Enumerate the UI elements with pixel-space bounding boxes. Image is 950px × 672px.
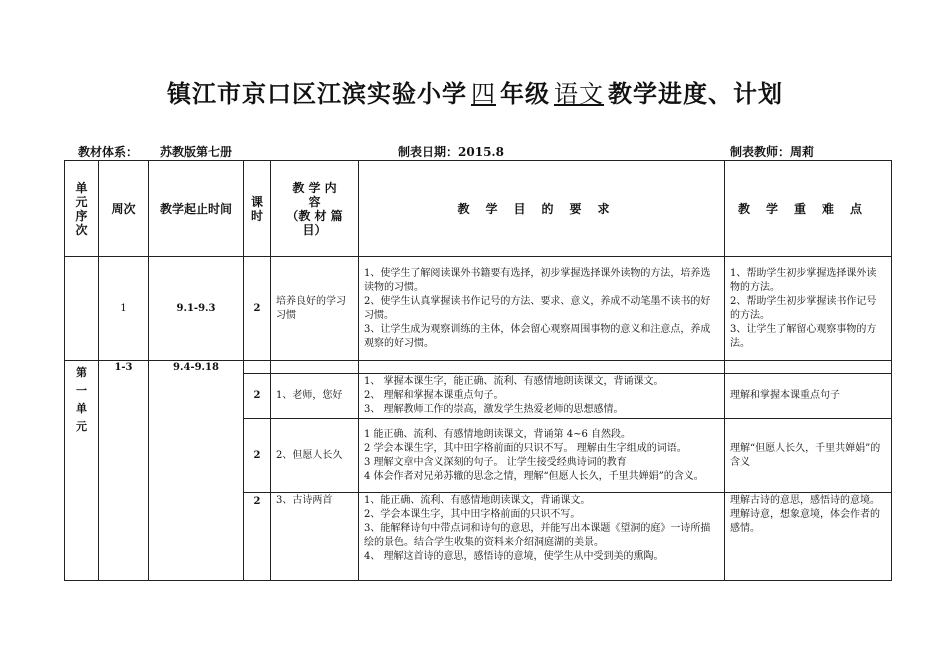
col-goals: 教学目的要求 — [359, 161, 725, 257]
week-cell: 1 — [99, 257, 149, 361]
unit-label: 第 一 单 元 — [65, 361, 99, 581]
hours-cell: 2 — [244, 419, 271, 493]
grade-field: 四 — [471, 80, 496, 108]
unit-period: 9.4-9.18 — [149, 361, 244, 581]
goals-cell: 1、 掌握本课生字，能正确、流利、有感情地朗读课文，背诵课文。 2、 理解和掌握本课重点句子。 3、 理解教师工作的崇高，激发学生热爱老师的思想感情。 — [359, 374, 725, 419]
content-cell: 3、古诗两首 — [271, 493, 359, 581]
content-cell: 2、但愿人长久 — [271, 419, 359, 493]
goals-cell: 1 能正确、流利、有感情地朗读课文，背诵第 4~6 自然段。 2 学会本课生字，其中田字格前面的只识不写。 理解由生字组成的词语。 3 理解文章中含义深刻的句子。 让学生接受经典诗词的教育 4 体会作者对兄弟苏辙的思念之情，理解“但愿人长久，千里共婵娟”的含义。 — [359, 419, 725, 493]
difficulties-cell: 理解“但愿人长久，千里共婵娟”的含义 — [725, 419, 892, 493]
unit-week: 1-3 — [99, 361, 149, 581]
goals-cell: 1、能正确、流利、有感情地朗读课文，背诵课文。 2、学会本课生字，其中田字格前面的只识不写。 3、能解释诗句中带点词和诗句的意思，并能写出本课题《望洞的庭》一诗所描绘的景色。结合学生收集的资料来介绍洞庭湖的美景。 4、 理解这首诗的意思，感悟诗的意境，使学生从中受到美的熏陶。 — [359, 493, 725, 581]
col-week: 周次 — [99, 161, 149, 257]
hours-cell: 2 — [244, 493, 271, 581]
date-made: 制表日期：2015.8 — [398, 145, 504, 159]
hours-cell: 2 — [244, 257, 271, 361]
goals-cell: 1、使学生了解阅读课外书籍要有选择，初步掌握选择课外读物的方法，培养选读物的习惯。 2、使学生认真掌握读书作记号的方法、要求、意义，养成不动笔墨不读书的好习惯。 3、让学生成为观察训练的主体，体会留心观察周围事物的意义和注意点，养成观察的好习惯。 — [359, 257, 725, 361]
textbook-system: 教材体系： 苏教版第七册 — [78, 145, 233, 159]
difficulties-cell: 1、帮助学生初步掌握选择课外读物的方法。 2、帮助学生初步掌握读书作记号的方法。 3、让学生了解留心观察事物的方法。 — [725, 257, 892, 361]
table-row — [65, 257, 892, 361]
col-hours: 课 时 — [244, 161, 271, 257]
page-title: 镇江市京口区江滨实验小学 四 年级 语文 教学进度、计划 — [167, 80, 783, 108]
difficulties-cell: 理解和掌握本课重点句子 — [725, 374, 892, 419]
teacher: 制表教师：周莉 — [730, 145, 815, 159]
col-unit: 单 元 序 次 — [65, 161, 99, 257]
content-cell: 1、老师，您好 — [271, 374, 359, 419]
content-cell: 培养良好的学习习惯 — [271, 257, 359, 361]
difficulties-cell: 理解古诗的意思，感悟诗的意境。 理解诗意，想象意境，体会作者的感情。 — [725, 493, 892, 581]
col-difficulties: 教学重难点 — [725, 161, 892, 257]
subject-field: 语文 — [554, 80, 604, 108]
schedule-table — [64, 160, 892, 581]
col-period: 教学起止时间 — [149, 161, 244, 257]
unit-summary-row — [65, 361, 892, 374]
period-cell: 9.1-9.3 — [149, 257, 244, 361]
col-content: 教 学 内 容 （教 材 篇 目） — [271, 161, 359, 257]
hours-cell: 2 — [244, 374, 271, 419]
header-row — [65, 161, 892, 257]
